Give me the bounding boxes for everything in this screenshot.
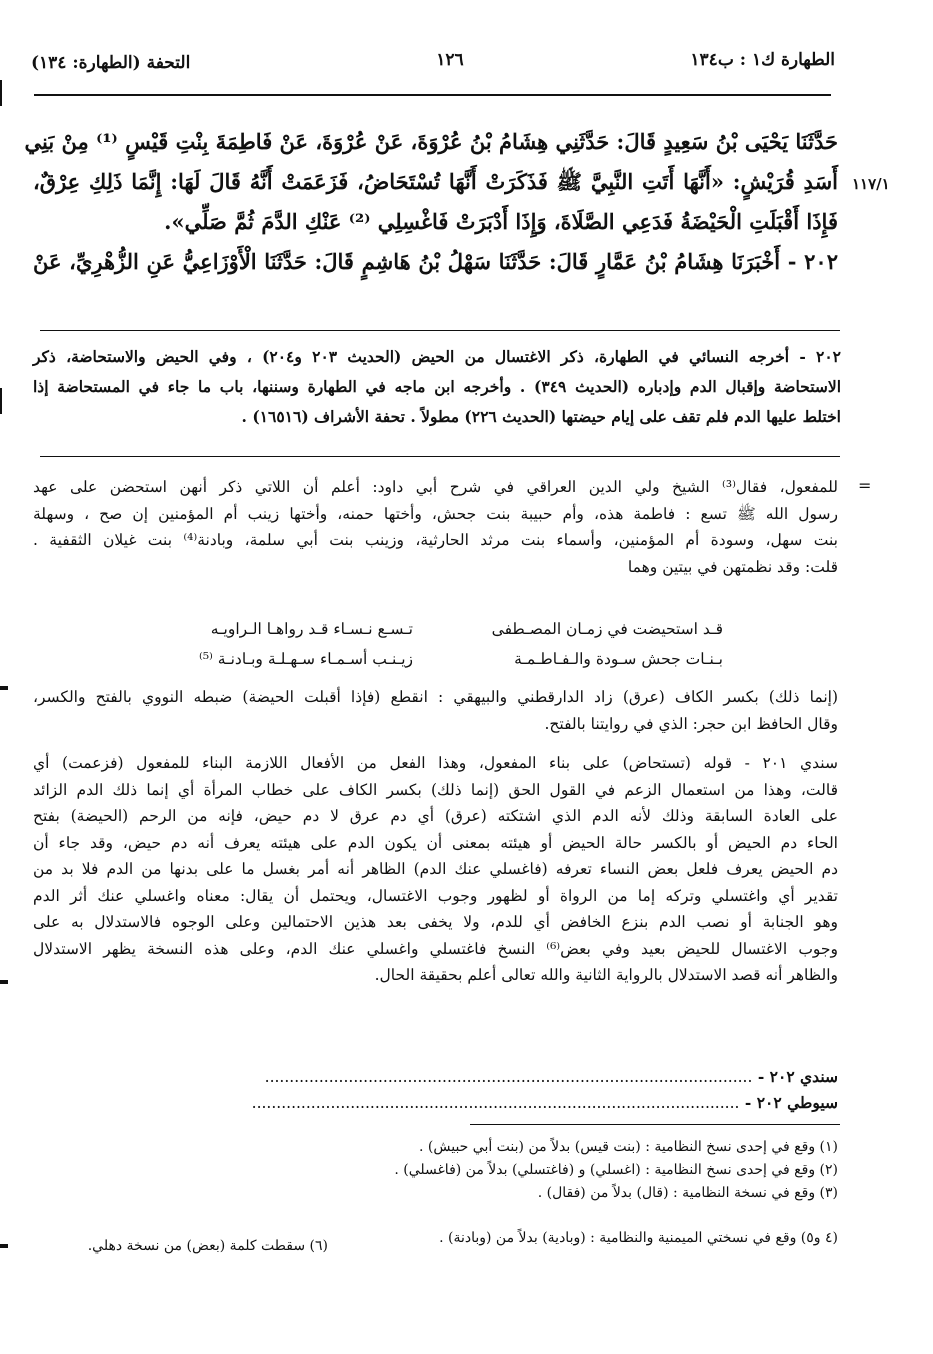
hadith-line: حَدَّثَنَا يَحْيَى بْنُ سَعِيدٍ قَالَ: حَدَّثَنِي هِشَامُ بْنُ عُرْوَةَ، عَنْ عُرْوَةَ، عَنْ فَاطِمَةَ بِنْتِ قَيْسٍ ⁽¹⁾ مِنْ بَنِي (24, 129, 838, 154)
suyuti-202-row (33, 1090, 838, 1116)
commentary-line: رسول الله ﷺ تسع : فاطمة هذه، وأم حبيبة بنت جحش، وأختها حمنه، وأختها زينب أم المؤمنين إن صح ، وسهلة (33, 504, 838, 523)
commentary-line: دم الحيض يعرف فلعل بعض النساء تعرفه (فاغسلي عنك الدم) الظاهر أنه أمر بغسل ما على بدنها من الدم فلا بد من (33, 860, 838, 878)
poem-hemistich: بـنـات جحش سـودة والـفـاطـمـة (514, 650, 723, 668)
sindi-202-label: سندي ٢٠٢ - (757, 1067, 838, 1086)
sindi-202-row (33, 1064, 838, 1090)
commentary-line: تقدير أي واغتسلي وتركه إما من الرواة أو لظهور وجوب الاغتسال، ويحتمل أن يقال: معناه واغسلي عنك أثر الدم (33, 886, 838, 905)
takhrij-line: اختلط عليها الدم فلم تقف على إيام حيضتها (الحديث ٢٢٦) مطولاً . تحفة الأشراف (١٦٥١٦) . (241, 407, 841, 426)
commentary-line: الحاء دم الحيض أو بالكسر حالة الحيض أو هيئته بمعنى أن يكون الدم على هيئته يعرف أنه دم حيض، وقد جاء أن (33, 833, 838, 852)
commentary-line: للمفعول، فقال⁽³⁾ الشيخ ولي الدين العراقي في شرح أبي داود: أعلم أن اللاتي ذكر أنهن استحضن على عهد (33, 478, 838, 496)
footnotes-block (138, 1136, 838, 1205)
commentary-line: وجوب الاغتسال للحيض بعيد وفي بعض⁽⁶⁾ النسخ فاغتسلي واغسلي عنك الدم، وعلى هذه النسخة يظهر الاستدلال (33, 939, 838, 958)
commentary-line: (إنما ذلك) بكسر الكاف (عرق) زاد الدارقطني والبيهقي : انقطع (فإذا أقبلت الحيضة) ضبطه النووي بالفتح والكسر، (33, 688, 838, 706)
suyuti-202-label: سيوطي ٢٠٢ - (744, 1093, 838, 1112)
scan-mark (0, 686, 8, 690)
commentary-line: سندي ٢٠١ - قوله (تستحاض) على بناء المفعول، وهذا الفعل من الأفعال اللازمة البناء للمفعول (فزعمت) أي (33, 754, 838, 772)
takhrij-rule (40, 456, 840, 457)
footnote-rule (470, 1124, 840, 1125)
side-number: ١١٧/١ (852, 175, 890, 193)
hadith-rule (40, 330, 840, 331)
hadith-line: فَإِذَا أَقْبَلَتِ الْحَيْضَةُ فَدَعِي الصَّلَاةَ، وَإِذَا أَدْبَرَتْ فَاغْسِلِي ⁽²⁾ عَنْكِ الدَّمَ ثُمَّ صَلِّي». (164, 209, 838, 234)
page-number: ١٢٦ (436, 50, 464, 70)
header-rule (34, 94, 831, 96)
commentary-line: والظاهر أنه قصد الاستدلال بالرواية الثانية والله تعالى أعلم بحقيقة الحال. (374, 966, 838, 984)
footnote: (٣) وقع في نسخة النظامية : (قال) بدلاً من (فقال) . (537, 1185, 838, 1201)
scan-mark (0, 1244, 8, 1248)
footnote: (١) وقع في إحدى نسخ النظامية : (بنت قيس) بدلاً من (بنت أبي حبيش) . (419, 1139, 838, 1155)
takhrij-block (33, 342, 841, 432)
commentary-line: قلت: وقد نظمتهن في بيتين وهما (627, 557, 838, 576)
poem-hemistich: تـسـع نـسـاء قـد رواهـا الـراويـه (210, 620, 413, 638)
takhrij-line: ٢٠٢ - أخرجه النسائي في الطهارة، ذكر الاغتسال من الحيض (الحديث ٢٠٣ و٢٠٤) ، وفي الحيض والاستحاضة، ذكر (33, 347, 841, 366)
commentary-block-b (33, 684, 838, 737)
footnote: (٦) سقطت كلمة (بعض) من نسخة دهلي. (87, 1238, 328, 1254)
scan-mark (0, 388, 2, 414)
commentary-line: قالت، وهذا من استعمال الزعم في القول الحق (إنما ذلك) بكسر الكاف على خطاب المرأة أي إنما ذلك الدم الزائد (33, 780, 838, 799)
dotted-leader: ................................................................................................... (251, 1094, 740, 1112)
poem-hemistich: قـد استحيضت في زمـان المصـطفى (491, 620, 723, 638)
header-tuhfa-ref: التحفة (الطهارة: ١٣٤) (31, 53, 191, 73)
hadith-line: أَسَدِ قُرَيْشٍ: «أَنَّهَا أَتَتِ النَّبِيَّ ﷺ فَذَكَرَتْ أَنَّهَا تُسْتَحَاضُ، فَزَعَمَتْ أَنَّهُ قَالَ لَهَا: إِنَّمَا ذَلِكِ عِرْقٌ، (33, 169, 838, 194)
dotted-leader: ................................................................................................... (264, 1068, 753, 1086)
poem-hemistich: زيـنـب أسـمـاء سـهـلـة وبـادنـة ⁽⁵⁾ (199, 650, 413, 668)
commentary-line: وقال الحافظ ابن حجر: الذي في روايتنا بالفتح. (544, 714, 838, 733)
footnote: (٤ و٥) وقع في نسختي الميمنية والنظامية : (وبادية) بدلاً من (وبادنة) . (439, 1230, 838, 1246)
commentary-line: وهو الجنابة أو نصب الدم بنزع الخافض أي للدم، ولا يخفى بعد هذين الاحتمالين وعلى الوجوه فالاستدلال به على (33, 913, 838, 931)
hadith-block (24, 122, 838, 282)
takhrij-line: الاستحاضة وإقبال الدم وإدباره (الحديث ٣٤٩) . وأخرجه ابن ماجه في الطهارة وسننها، باب ما جاء في المستحاضة إذا (33, 377, 842, 396)
scan-mark (0, 980, 8, 984)
commentary-line: بنت سهل، وسودة أم المؤمنين، وأسماء بنت مرثد الحارثية، وزينب بنت أبي سلمة، وبادنة⁽⁴⁾ بنت غيلان الثقفية . (33, 531, 838, 549)
hadith-line: ٢٠٢ - أَخْبَرَنَا هِشَامُ بْنُ عَمَّارٍ قَالَ: حَدَّثَنَا سَهْلُ بْنُ هَاشِمٍ قَالَ: حَدَّثَنَا الْأَوْزَاعِيُّ عَنِ الزُّهْرِيِّ، عَنْ (33, 249, 838, 274)
scan-mark (0, 80, 2, 106)
continuation-marker: = (858, 476, 872, 495)
header-chapter: الطهارة ك١ : ب١٣٤ (690, 50, 835, 70)
commentary-block-c (33, 750, 838, 989)
commentary-block-a (33, 474, 838, 580)
commentary-line: على العادة السابقة وذلك لأنه الدم الذي اشتكته (عرق) أي دم عرق لا دم حيض، فإنه من الرحم (الحيضة) بفتح (33, 807, 838, 825)
footnote: (٢) وقع في إحدى نسخ النظامية : (اغسلي) و (فاغتسلي) بدلاً من (فاغسلي) . (394, 1162, 838, 1178)
